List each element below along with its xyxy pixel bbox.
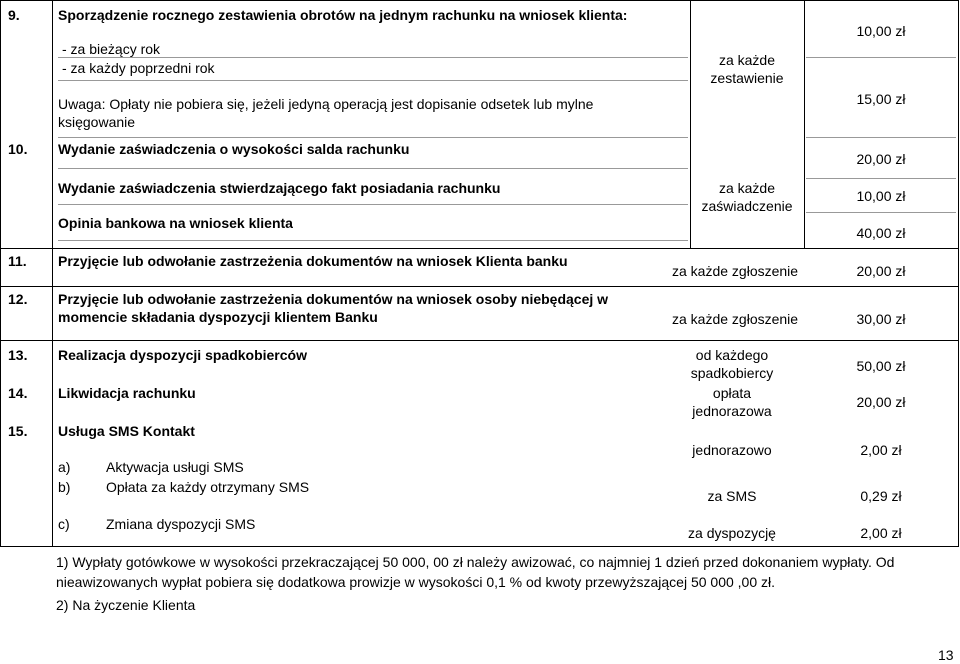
row-15-number: 15. (8, 423, 28, 439)
fee-column-divider (804, 0, 805, 248)
row-15a-basis: jednorazowo (692, 442, 772, 458)
row-9-basis: za każde zestawienie (710, 52, 784, 86)
row-15b-label: b) (58, 479, 71, 495)
subrow-line (58, 168, 688, 169)
row-divider-11 (0, 248, 959, 249)
row-15-title: Usługa SMS Kontakt (58, 423, 195, 439)
row-15a-text: Aktywacja usługi SMS (106, 459, 244, 475)
subrow-line (58, 240, 688, 241)
row-13-number: 13. (8, 347, 28, 363)
row-11-fee: 20,00 zł (856, 263, 906, 279)
row-15b-text: Opłata za każdy otrzymany SMS (106, 479, 310, 495)
row-10-fee-balance: 20,00 zł (856, 151, 906, 167)
subrow-line (58, 137, 688, 138)
row-14-fee: 20,00 zł (856, 394, 906, 410)
row-12-title: Przyjęcie lub odwołanie zastrzeżenia dokumentów na wniosek osoby niebędącej w momencie składania dyspozycji klientem Banku (58, 291, 609, 325)
footnote-2: 2) Na życzenie Klienta (56, 597, 196, 613)
row-9-number: 9. (8, 7, 20, 23)
row-15c-label: c) (58, 516, 70, 532)
row-14-title: Likwidacja rachunku (58, 385, 196, 401)
subrow-line (58, 204, 688, 205)
row-15c-text: Zmiana dyspozycji SMS (106, 516, 256, 532)
table-top-border (0, 0, 959, 1)
row-10-fee-certificate: 10,00 zł (856, 188, 906, 204)
row-9-title: Sporządzenie rocznego zestawienia obrotów na jednym rachunku na wniosek klienta: (58, 7, 628, 23)
subrow-line (58, 80, 688, 81)
row-10-item-account-certificate: Wydanie zaświadczenia stwierdzającego fakt posiadania rachunku (58, 180, 501, 196)
row-11-title: Przyjęcie lub odwołanie zastrzeżenia dokumentów na wniosek Klienta banku (58, 253, 568, 269)
table-right-border (958, 0, 959, 546)
row-15a-fee: 2,00 zł (860, 442, 902, 458)
fee-subrow-line (806, 137, 956, 138)
row-divider-12 (0, 286, 959, 287)
row-10-fee-opinion: 40,00 zł (856, 225, 906, 241)
row-14-basis: opłata jednorazowa (692, 385, 772, 419)
row-10-basis: za każde zaświadczenie (701, 180, 793, 214)
fee-subrow-line (806, 212, 956, 213)
row-15b-fee: 0,29 zł (860, 488, 902, 504)
row-9-fee-current: 10,00 zł (856, 23, 906, 39)
row-9-fee-previous: 15,00 zł (856, 91, 906, 107)
row-13-title: Realizacja dyspozycji spadkobierców (58, 347, 307, 363)
row-15c-basis: za dyspozycję (688, 525, 776, 541)
row-9-note: Uwaga: Opłaty nie pobiera się, jeżeli jedyną operacją jest dopisanie odsetek lub mylne księgowanie (58, 96, 594, 130)
row-12-fee: 30,00 zł (856, 311, 906, 327)
row-15b-basis: za SMS (707, 488, 757, 504)
row-11-number: 11. (8, 253, 27, 269)
row-13-fee: 50,00 zł (856, 358, 906, 374)
row-divider-13 (0, 340, 959, 341)
table-left-border (0, 0, 1, 546)
row-10-number: 10. (8, 141, 28, 157)
row-9-subitem-current-year: - za bieżący rok (62, 41, 161, 57)
row-15c-fee: 2,00 zł (860, 525, 902, 541)
row-10-title: Wydanie zaświadczenia o wysokości salda rachunku (58, 141, 410, 157)
table-bottom-border (0, 546, 959, 547)
row-11-basis: za każde zgłoszenie (672, 263, 799, 279)
num-column-divider (52, 0, 53, 546)
row-15a-label: a) (58, 459, 71, 475)
row-9-subitem-previous-year: - za każdy poprzedni rok (62, 60, 215, 76)
row-14-number: 14. (8, 385, 28, 401)
fee-subrow-line (806, 178, 956, 179)
row-12-basis: za każde zgłoszenie (672, 311, 799, 327)
row-10-item-bank-opinion: Opinia bankowa na wniosek klienta (58, 215, 293, 231)
page-number: 13 (938, 647, 954, 663)
row-13-basis: od każdego spadkobiercy (690, 347, 774, 381)
footnote-1: 1) Wypłaty gotówkowe w wysokości przekraczającej 50 000, 00 zł należy awizować, co najmniej 1 dzień przed dokonaniem wypłaty. Od nieawizowanych wypłat pobiera się dodatkowa prowizje w wysokości 0,1 % od kwoty przewyższającej 50 000 ,00 zł. (56, 554, 895, 590)
row-12-number: 12. (8, 291, 28, 307)
fee-subrow-line (806, 57, 956, 58)
